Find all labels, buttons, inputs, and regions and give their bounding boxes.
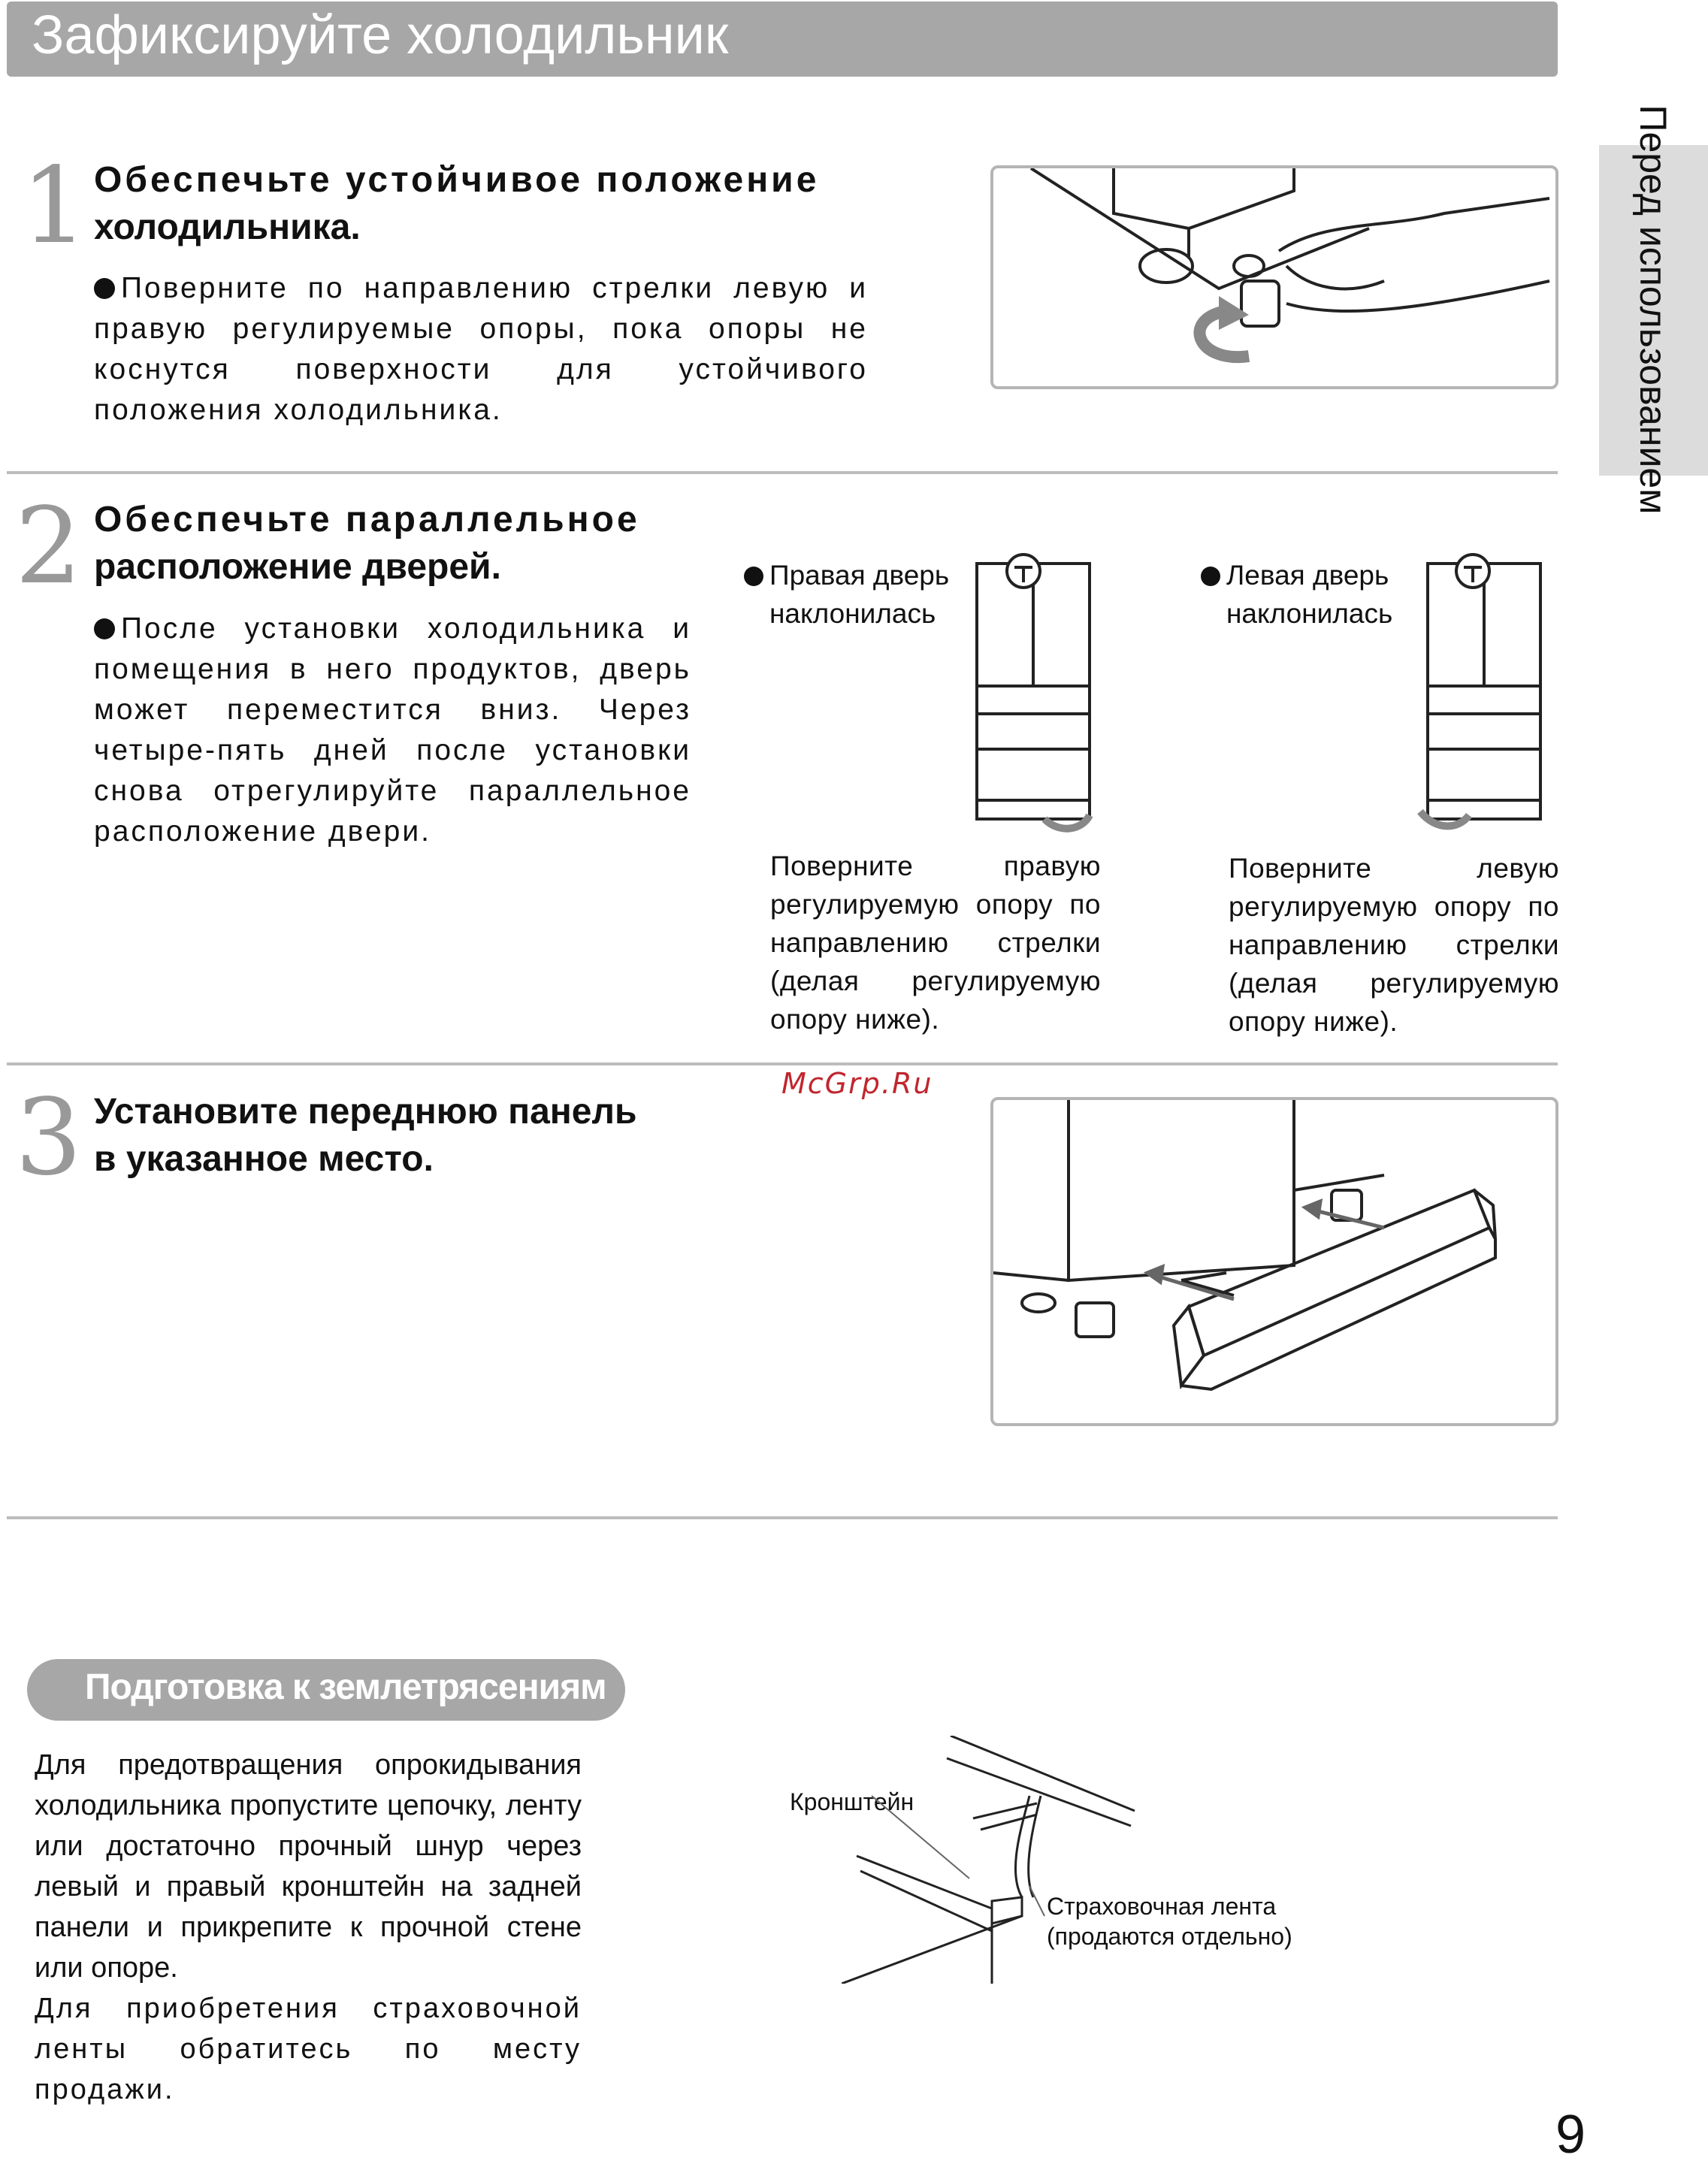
step-3-number: 3 xyxy=(15,1077,83,1199)
step-2-body xyxy=(94,609,691,852)
step-1-heading xyxy=(94,156,875,251)
earthquake-paragraph-1: Для предотвращения опрокидывания холодильника пропустите цепочку, ленту или достаточно прочный шнур через левый и правый кронштейн на задней панели и прикрепите к прочной стене или опоре. xyxy=(35,1749,582,1984)
front-panel-illustration xyxy=(990,1097,1558,1426)
bullet-icon xyxy=(94,278,115,299)
step-2-body-text: После установки холодильника и помещения в него продуктов, дверь может переместится вниз. Через четыре-пять дней после установки снова отрегулируйте параллельное расположение двери. xyxy=(94,612,691,848)
bracket-label: Кронштейн xyxy=(790,1788,914,1815)
watermark: McGrp.Ru xyxy=(781,1067,933,1100)
earthquake-paragraph-2: Для приобретения страховочной ленты обратитесь по месту продажи. xyxy=(35,1993,582,2105)
section-divider xyxy=(7,1062,1558,1065)
step-1-body xyxy=(94,268,868,431)
step-1-heading-line1: Обеспечьте устойчивое положение xyxy=(94,160,820,200)
step-2-heading-line1: Обеспечьте параллельное xyxy=(94,500,640,539)
hand-turning-foot-icon xyxy=(993,168,1555,386)
page-title: Зафиксируйте холодильник xyxy=(32,5,729,65)
step-1-body-text: Поверните по направлению стрелки левую и правую регулируемые опоры, пока опоры не коснутся поверхности для устойчивого положения холодильника. xyxy=(94,272,868,426)
left-door-instruction: Поверните левую регулируемую опору по направлению стрелки (делая регулируемую опору ниже). xyxy=(1229,853,1559,1037)
step-2-heading xyxy=(94,496,695,591)
leveling-feet-illustration xyxy=(990,165,1558,389)
left-door-label xyxy=(1201,556,1392,633)
step-3-heading-line2: в указанное место. xyxy=(94,1139,434,1179)
section-divider xyxy=(7,1516,1558,1519)
section-tab-label: Перед использованием xyxy=(1632,104,1674,515)
page-number: 9 xyxy=(1555,2105,1586,2165)
fridge-left-tilt-icon xyxy=(1413,552,1548,838)
step-3-heading xyxy=(94,1088,770,1183)
right-door-label xyxy=(744,556,949,633)
front-panel-install-icon xyxy=(993,1100,1555,1423)
bullet-icon xyxy=(1201,567,1220,586)
step-1-heading-line2: холодильника. xyxy=(94,207,361,247)
bullet-icon xyxy=(744,567,763,586)
step-3-heading-line1: Установите переднюю панель xyxy=(94,1092,637,1132)
earthquake-title: Подготовка к землетрясениям xyxy=(85,1667,606,1707)
section-divider xyxy=(7,471,1558,474)
bullet-icon xyxy=(94,618,115,639)
step-1-number: 1 xyxy=(21,145,89,267)
strap-label-line2: (продаются отдельно) xyxy=(1047,1923,1292,1950)
fridge-right-tilt-icon xyxy=(969,552,1105,838)
right-door-label-line2: наклонилась xyxy=(769,598,936,629)
bracket-strap-illustration xyxy=(842,1736,1142,1984)
right-door-instruction: Поверните правую регулируемую опору по направлению стрелки (делая регулируемую опору ниже). xyxy=(770,851,1101,1035)
strap-label-line1: Страховочная лента xyxy=(1047,1893,1277,1920)
earthquake-text xyxy=(35,1745,582,2110)
step-2-heading-line2: расположение дверей. xyxy=(94,547,501,587)
left-door-label-line2: наклонилась xyxy=(1226,598,1393,629)
left-door-label-line1: Левая дверь xyxy=(1226,560,1389,591)
step-2-number: 2 xyxy=(15,485,83,608)
right-door-label-line1: Правая дверь xyxy=(769,560,950,591)
